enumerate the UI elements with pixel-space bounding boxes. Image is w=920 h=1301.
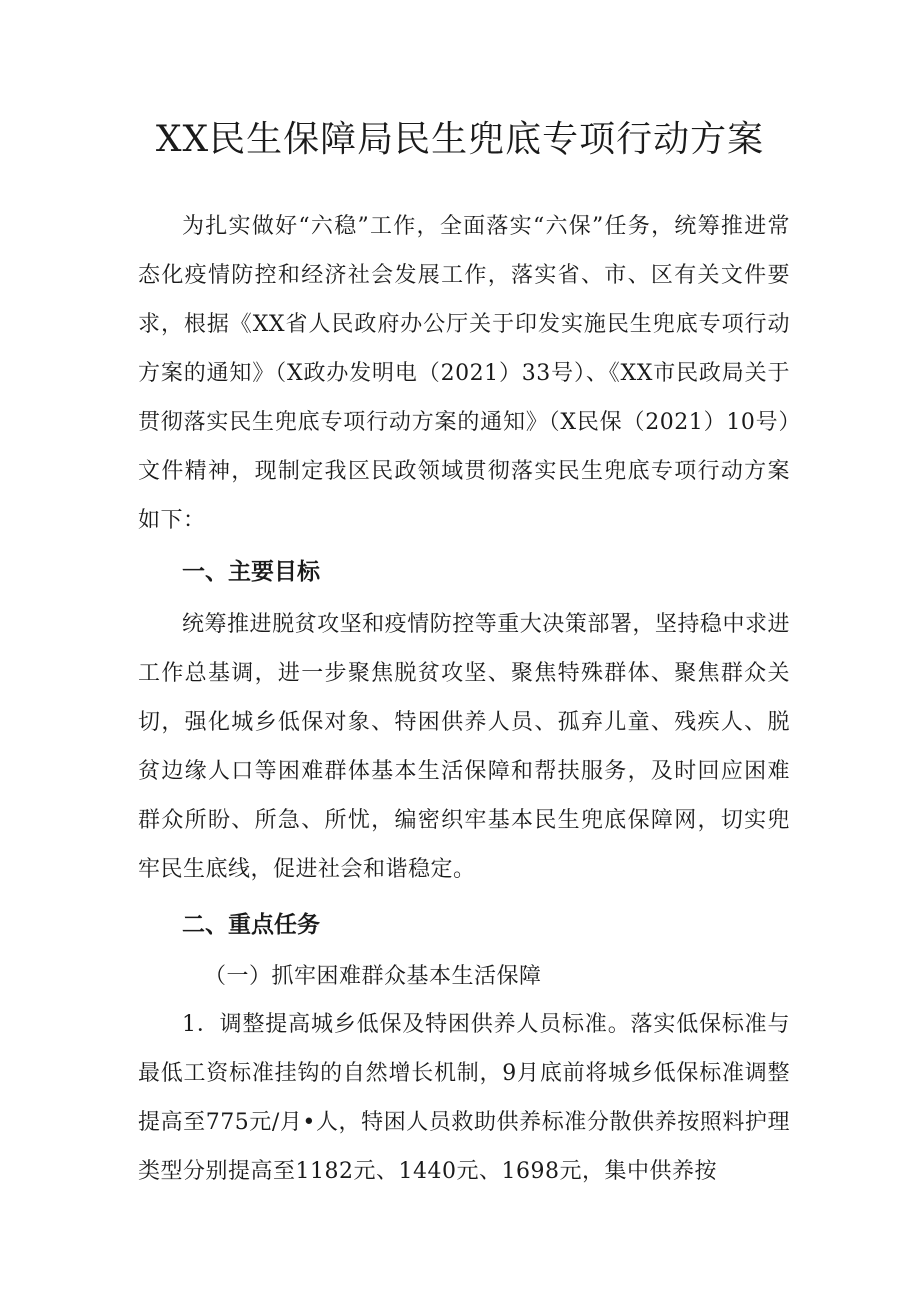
intro-paragraph: 为扎实做好“六稳”工作，全面落实“六保”任务，统筹推进常态化疫情防控和经济社会发展工作，落实省、市、区有关文件要求，根据《XX省人民政府办公厅关于印发实施民生兜底专项行动方案的通知》（X政办发明电（2021）33号）、《XX市民政局关于贯彻落实民生兜底专项行动方案的通知》（X民保（2021）10号）文件精神，现制定我区民政领域贯彻落实民生兜底专项行动方案如下：: [138, 214, 790, 533]
document-body: [138, 202, 790, 1196]
section-heading-key-tasks: 二、重点任务: [182, 912, 320, 938]
document-title: XX民生保障局民生兜底专项行动方案: [155, 119, 765, 160]
section-heading-main-goals: 一、主要目标: [182, 559, 320, 585]
main-goals-paragraph: 统筹推进脱贫攻坚和疫情防控等重大决策部署，坚持稳中求进工作总基调，进一步聚焦脱贫攻坚、聚焦特殊群体、聚焦群众关切，强化城乡低保对象、特困供养人员、孤弃儿童、残疾人、脱贫边缘人口等困难群体基本生活保障和帮扶服务，及时回应困难群众所盼、所急、所忧，编密织牢基本民生兜底保障网，切实兜牢民生底线，促进社会和谐稳定。: [138, 612, 790, 882]
item-1-paragraph: 1．调整提高城乡低保及特困供养人员标准。落实低保标准与最低工资标准挂钩的自然增长机制，9月底前将城乡低保标准调整提高至775元/月•人，特困人员救助供养标准分散供养按照料护理类型分别提高至1182元、1440元、1698元，集中供养按: [138, 1012, 790, 1184]
subsection-heading-basic-living: （一）抓牢困难群众基本生活保障: [204, 964, 542, 989]
